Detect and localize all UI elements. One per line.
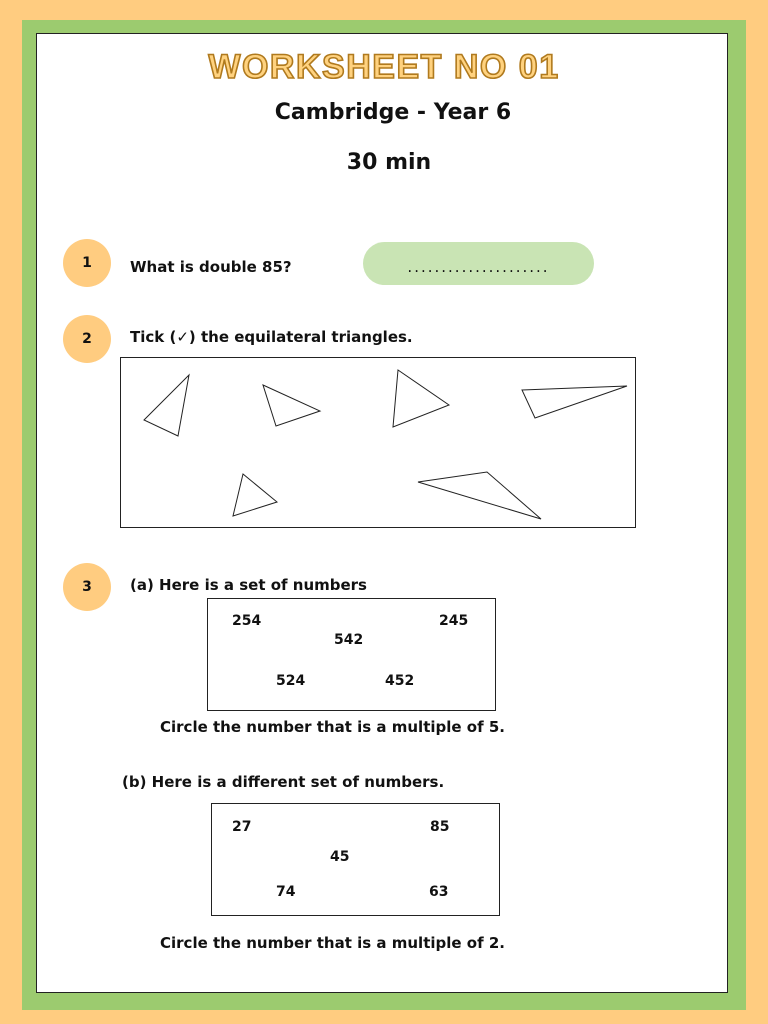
question-3a-label: (a) Here is a set of numbers	[130, 576, 367, 594]
question-1-text: What is double 85?	[130, 258, 292, 276]
triangles-box	[120, 357, 636, 528]
triangle-2[interactable]	[263, 385, 320, 426]
question-1-answer-field[interactable]: .....................	[363, 242, 594, 285]
number-set-a-item[interactable]: 524	[276, 673, 306, 689]
question-3-badge: 3	[63, 563, 111, 611]
question-3b-label: (b) Here is a different set of numbers.	[122, 773, 445, 791]
triangle-5[interactable]	[233, 474, 277, 516]
question-1-badge: 1	[63, 239, 111, 287]
number-set-a-item[interactable]: 254	[232, 613, 262, 629]
number-set-b-item[interactable]: 85	[430, 819, 450, 835]
time-limit: 30 min	[346, 150, 432, 175]
question-3b-instruction: Circle the number that is a multiple of 2.	[160, 934, 505, 952]
number-set-b-box	[211, 803, 500, 916]
triangle-3[interactable]	[393, 370, 449, 427]
number-set-b-item[interactable]: 74	[276, 884, 296, 900]
number-set-a-item[interactable]: 245	[439, 613, 469, 629]
number-set-a-item[interactable]: 452	[385, 673, 415, 689]
number-set-b-item[interactable]: 63	[429, 884, 449, 900]
number-set-b-item[interactable]: 45	[330, 849, 350, 865]
question-2-text: Tick (✓) the equilateral triangles.	[130, 328, 413, 346]
question-3a-instruction: Circle the number that is a multiple of 5.	[160, 718, 505, 736]
triangle-4[interactable]	[522, 386, 627, 418]
worksheet-subtitle: Cambridge - Year 6	[274, 100, 512, 125]
number-set-b-item[interactable]: 27	[232, 819, 252, 835]
worksheet-title: WORKSHEET NO 01	[208, 48, 560, 86]
question-2-badge: 2	[63, 315, 111, 363]
triangles-drawing	[121, 358, 637, 529]
triangle-6[interactable]	[418, 472, 541, 519]
triangle-1[interactable]	[144, 375, 189, 436]
number-set-a-item[interactable]: 542	[334, 632, 364, 648]
